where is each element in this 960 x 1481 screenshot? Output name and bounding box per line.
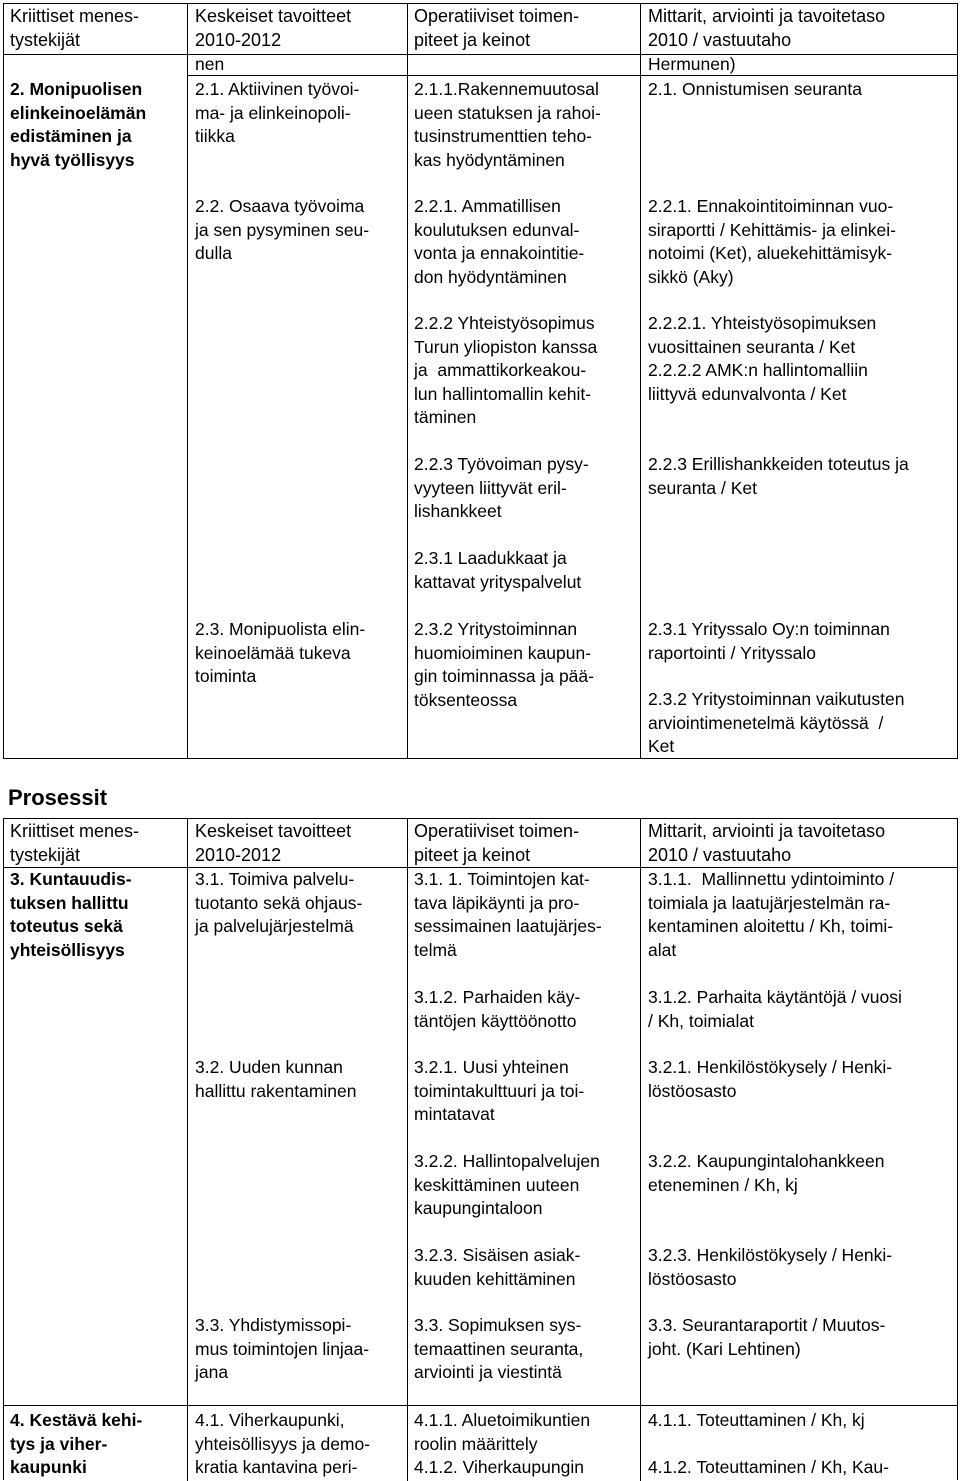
carryover-metric-text: Hermunen) (648, 54, 736, 74)
header-critical-factors: Kriittiset menes- tystekijät (10, 821, 140, 865)
goal-4-1: 4.1. Viherkaupunki, yhteisöllisyys ja demo- kratia kantavina peri- (195, 1410, 371, 1477)
bottom-table-divider (640, 818, 641, 1481)
metric-4-1-1: 4.1.1. Toteuttaminen / Kh, kj (648, 1410, 865, 1430)
action-3-2-3: 3.2.3. Sisäisen asiak- kuuden kehittäminen (414, 1245, 581, 1289)
header-metrics: Mittarit, arviointi ja tavoitetaso 2010 / vastuutaho (648, 821, 886, 865)
critical-factor-3: 3. Kuntauudis- tuksen hallittu toteutus sekä yhteisöllisyys (10, 869, 132, 960)
top-table-divider (640, 3, 641, 759)
metric-2-2-2: 2.2.2.1. Yhteistyösopimuksen vuosittainen seuranta / Ket 2.2.2.2 AMK:n hallintomalliin liittyvä edunvalvonta / Ket (648, 313, 877, 404)
action-3-1-2: 3.1.2. Parhaiden käy- täntöjen käyttöönotto (414, 987, 581, 1031)
header-metrics: Mittarit, arviointi ja tavoitetaso 2010 / vastuutaho (648, 6, 886, 50)
action-2-2-2: 2.2.2 Yhteistyösopimus Turun yliopiston kanssa ja ammattikorkeakou- lun hallintomallin kehit- täminen (414, 313, 598, 427)
action-2-1-1: 2.1.1.Rakennemuutosal ueen statuksen ja rahoi- tusinstrumenttien teho- kas hyödyntäminen (414, 79, 601, 170)
top-header-rule (3, 54, 958, 55)
critical-factor-4: 4. Kestävä kehi- tys ja viher- kaupunki (10, 1410, 143, 1477)
metric-2-2-1: 2.2.1. Ennakointitoiminnan vuo- siraportti / Kehittämis- ja elinkei- notoimi (Ket), aluekehittämisyk- sikkö (Aky) (648, 196, 896, 287)
action-2-2-1: 2.2.1. Ammatillisen koulutuksen edunval- vonta ja ennakointitie- don hyödyntäminen (414, 196, 585, 287)
header-critical-factors: Kriittiset menes- tystekijät (10, 6, 140, 50)
action-4-1-1: 4.1.1. Aluetoimikuntien roolin määrittely (414, 1410, 591, 1454)
bottom-section-rule (3, 1405, 958, 1406)
header-operative-actions: Operatiiviset toimen- piteet ja keinot (414, 821, 580, 865)
metric-3-2-1: 3.2.1. Henkilöstökysely / Henki- löstöosasto (648, 1057, 893, 1101)
metric-2-3-2: 2.3.2 Yritystoiminnan vaikutusten arviointimenetelmä käytössä / Ket (648, 689, 905, 756)
action-3-2-2: 3.2.2. Hallintopalvelujen keskittäminen uuteen kaupungintaloon (414, 1151, 600, 1218)
carryover-goal-text: nen (195, 54, 225, 74)
metric-2-3-1: 2.3.1 Yrityssalo Oy:n toiminnan raportointi / Yrityssalo (648, 619, 890, 663)
metric-2-2-3: 2.2.3 Erillishankkeiden toteutus ja seuranta / Ket (648, 454, 909, 498)
top-carry-rule (187, 75, 958, 76)
header-key-goals: Keskeiset tavoitteet 2010-2012 (195, 6, 352, 50)
action-3-1-1: 3.1. 1. Toimintojen kat- tava läpikäynti ja pro- sessimainen laatujärjes- telmä (414, 869, 602, 960)
metric-3-2-3: 3.2.3. Henkilöstökysely / Henki- löstöosasto (648, 1245, 893, 1289)
metric-2-1: 2.1. Onnistumisen seuranta (648, 79, 863, 99)
action-2-3-2: 2.3.2 Yritystoiminnan huomioiminen kaupun- gin toiminnassa ja pää- töksenteossa (414, 619, 594, 710)
metric-4-1-2: 4.1.2. Toteuttaminen / Kh, Kau- (648, 1457, 889, 1477)
action-3-2-1: 3.2.1. Uusi yhteinen toimintakulttuuri ja toi- mintatavat (414, 1057, 585, 1124)
top-table-divider (187, 3, 188, 759)
metric-3-2-2: 3.2.2. Kaupungintalohankkeen eteneminen / Kh, kj (648, 1151, 885, 1195)
header-operative-actions: Operatiiviset toimen- piteet ja keinot (414, 6, 580, 50)
goal-2-1: 2.1. Aktiivinen työvoi- ma- ja elinkeinopoli- tiikka (195, 79, 360, 146)
bottom-table-divider (407, 818, 408, 1481)
goal-3-2: 3.2. Uuden kunnan hallittu rakentaminen (195, 1057, 357, 1101)
goal-3-1: 3.1. Toimiva palvelu- tuotanto sekä ohjaus- ja palvelujärjestelmä (195, 869, 363, 936)
bottom-table-divider (187, 818, 188, 1481)
action-4-1-2: 4.1.2. Viherkaupungin (414, 1457, 584, 1477)
section-title: Prosessit (8, 785, 108, 810)
goal-3-3: 3.3. Yhdistymissopi- mus toimintojen linjaa- jana (195, 1315, 370, 1382)
header-key-goals: Keskeiset tavoitteet 2010-2012 (195, 821, 352, 865)
top-table-divider (407, 3, 408, 759)
goal-2-2: 2.2. Osaava työvoima ja sen pysyminen seu- dulla (195, 196, 370, 263)
goal-2-3: 2.3. Monipuolista elin- keinoelämää tukeva toiminta (195, 619, 366, 686)
action-3-3: 3.3. Sopimuksen sys- temaattinen seuranta, arviointi ja viestintä (414, 1315, 584, 1382)
metric-3-1-2: 3.1.2. Parhaita käytäntöjä / vuosi / Kh, toimialat (648, 987, 902, 1031)
metric-3-3: 3.3. Seurantaraportit / Muutos- joht. (Kari Lehtinen) (648, 1315, 886, 1359)
metric-3-1-1: 3.1.1. Mallinnettu ydintoiminto / toimiala ja laatujärjestelmän ra- kentaminen aloitettu / Kh, toimi- alat (648, 869, 895, 960)
action-2-3-1: 2.3.1 Laadukkaat ja kattavat yrityspalvelut (414, 548, 582, 592)
action-2-2-3: 2.2.3 Työvoiman pysy- vyyteen liittyvät eril- lishankkeet (414, 454, 589, 521)
critical-factor-2: 2. Monipuolisen elinkeinoelämän edistäminen ja hyvä työllisyys (10, 79, 147, 170)
